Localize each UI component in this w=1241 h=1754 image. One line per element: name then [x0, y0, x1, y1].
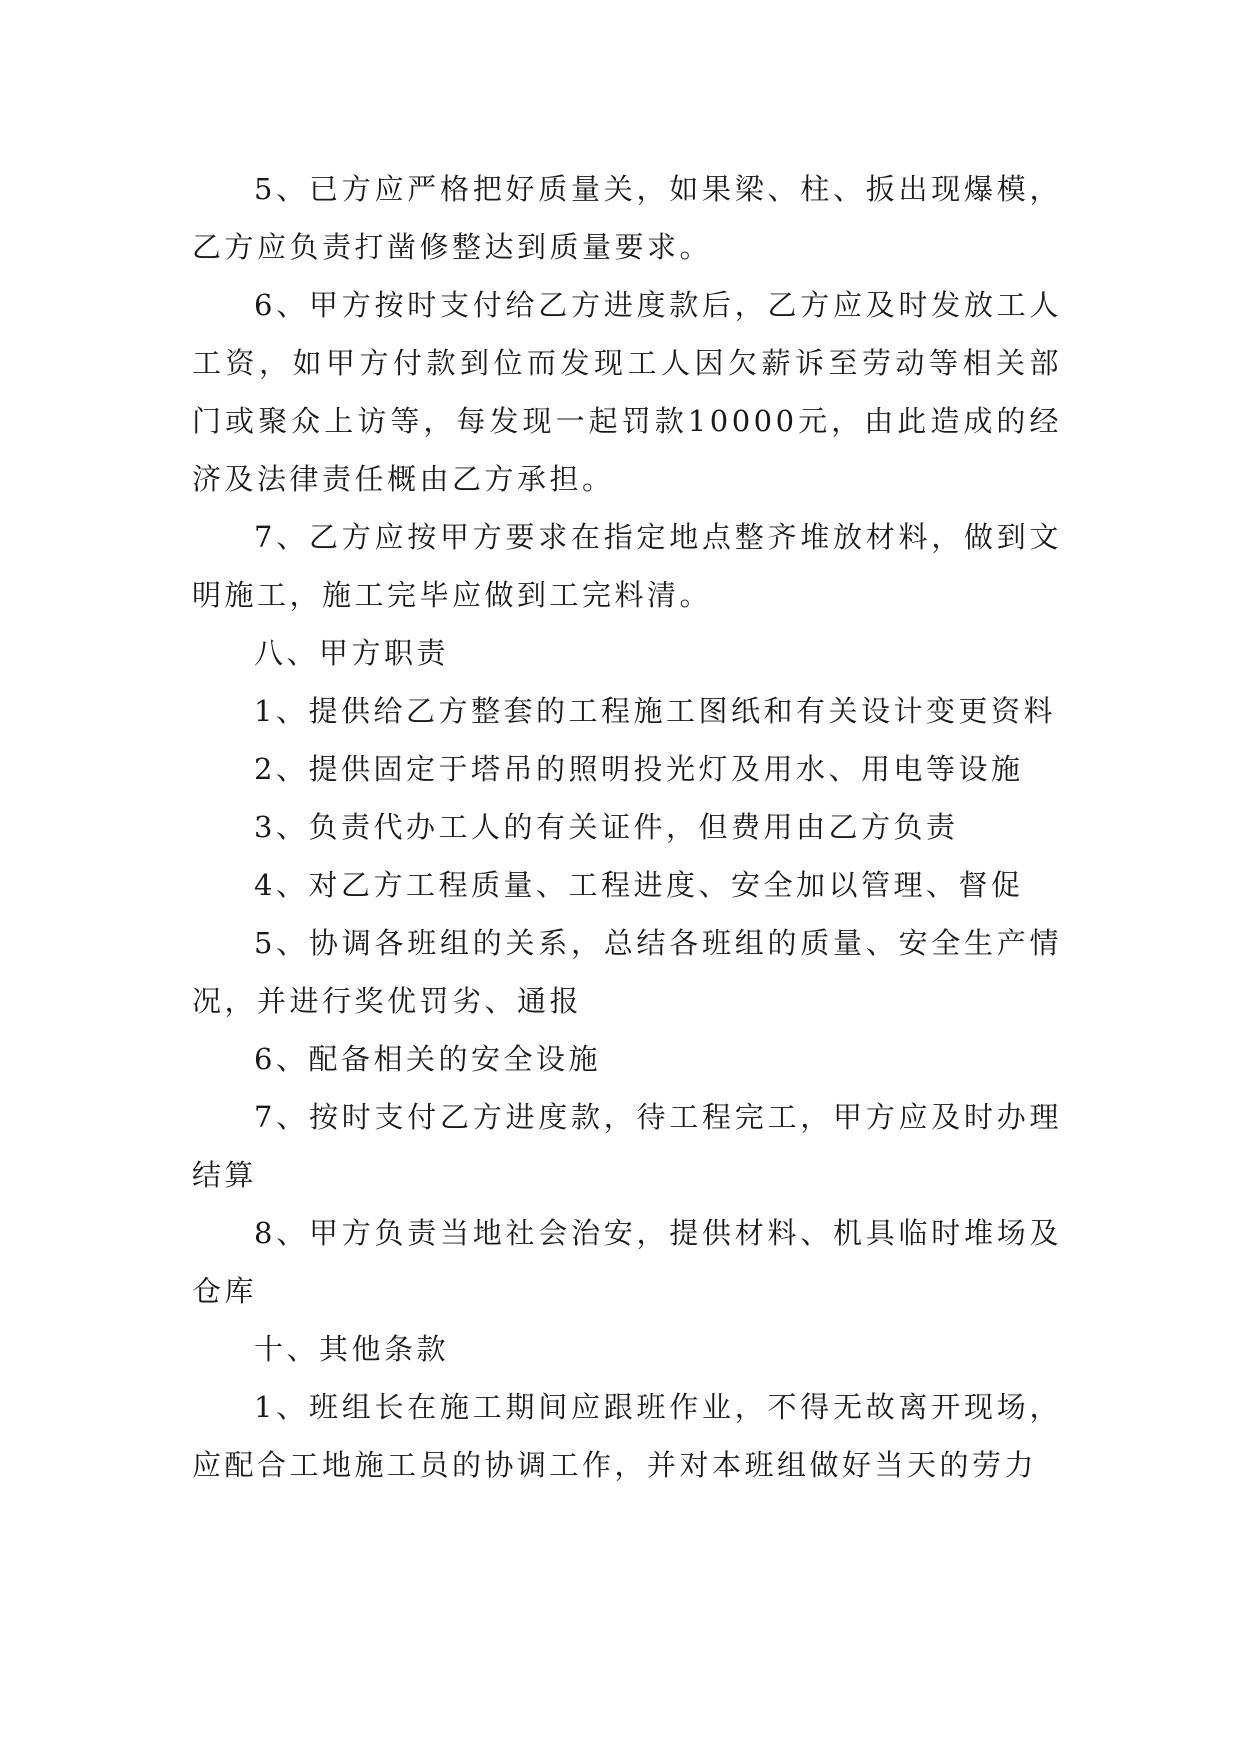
paragraph-clause-8-7: 7、按时支付乙方进度款，待工程完工，甲方应及时办理结算	[192, 1100, 1062, 1192]
paragraph-clause-8-5: 5、协调各班组的关系，总结各班组的质量、安全生产情况，并进行奖优罚劣、通报	[192, 926, 1062, 1018]
paragraph-clause-8-6: 6、配备相关的安全设施	[254, 1042, 601, 1076]
paragraph-clause-8-2: 2、提供固定于塔吊的照明投光灯及用水、用电等设施	[254, 752, 1024, 786]
section-heading-party-a-duties: 八、甲方职责	[254, 636, 450, 670]
paragraph-clause-10-1: 1、班组长在施工期间应跟班作业，不得无故离开现场，应配合工地施工员的协调工作，并对本班组做好当天的劳力	[192, 1390, 1062, 1482]
paragraph-clause-8-4: 4、对乙方工程质量、工程进度、安全加以管理、督促	[254, 868, 1024, 902]
paragraph-clause-7-5: 5、已方应严格把好质量关，如果梁、柱、扳出现爆模，乙方应负责打凿修整达到质量要求。	[192, 172, 1062, 264]
section-heading-other-terms: 十、其他条款	[254, 1332, 450, 1366]
paragraph-clause-8-3: 3、负责代办工人的有关证件，但费用由乙方负责	[254, 810, 959, 844]
paragraph-clause-8-1: 1、提供给乙方整套的工程施工图纸和有关设计变更资料	[254, 694, 1056, 728]
paragraph-clause-7-7: 7、乙方应按甲方要求在指定地点整齐堆放材料，做到文明施工，施工完毕应做到工完料清。	[192, 520, 1062, 612]
document-body	[192, 160, 1062, 1494]
paragraph-clause-7-6: 6、甲方按时支付给乙方进度款后，乙方应及时发放工人工资，如甲方付款到位而发现工人因欠薪诉至劳动等相关部门或聚众上访等，每发现一起罚款10000元，由此造成的经济及法律责任概由乙方承担。	[192, 288, 1062, 496]
paragraph-clause-8-8: 8、甲方负责当地社会治安，提供材料、机具临时堆场及仓库	[192, 1216, 1062, 1308]
